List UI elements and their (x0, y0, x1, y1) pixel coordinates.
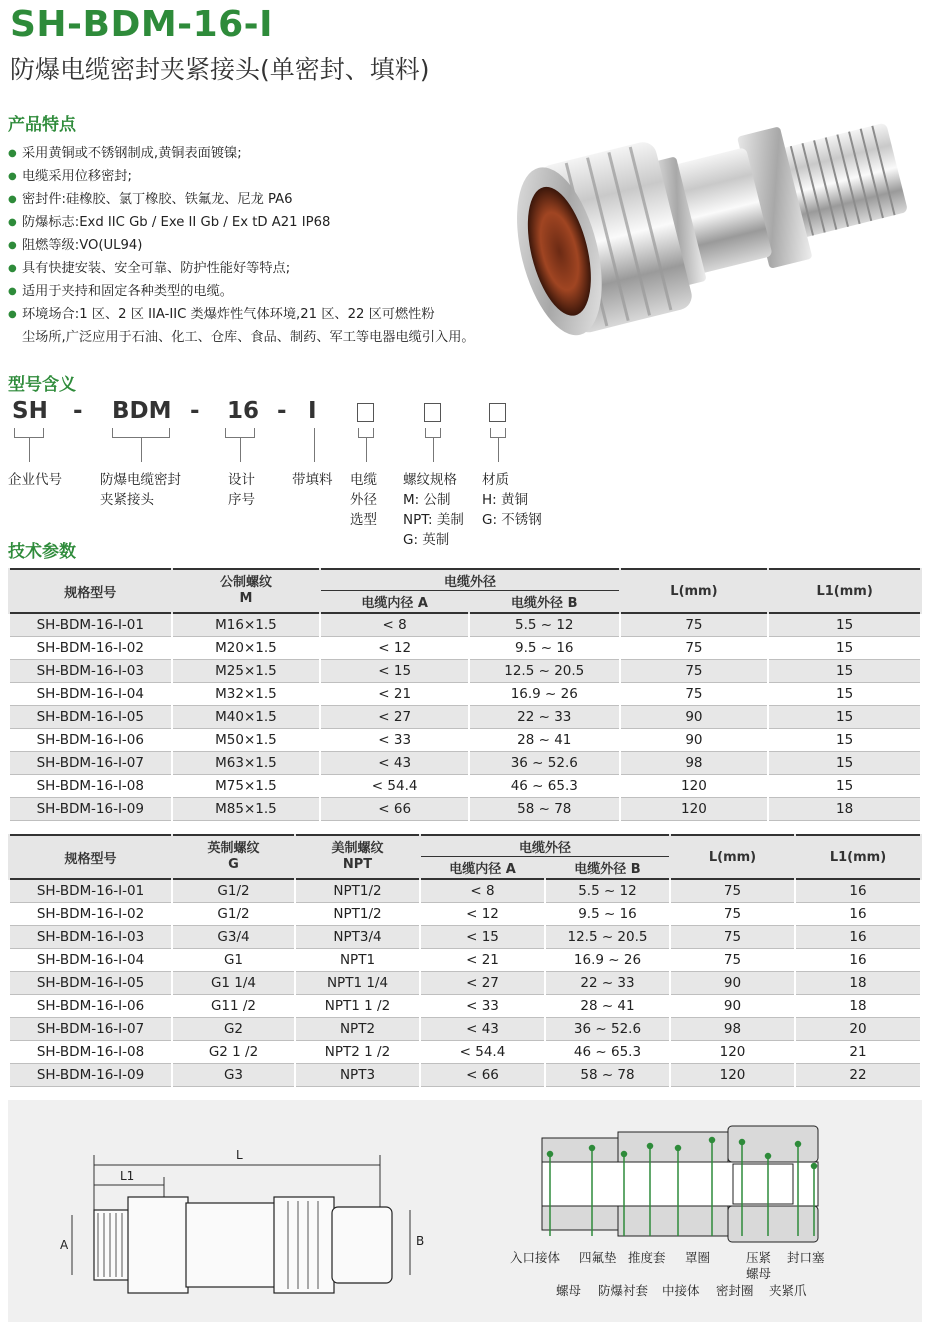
table-cell: < 54.4 (321, 775, 468, 798)
model-separator: - (190, 398, 200, 424)
table-cell: 15 (769, 775, 920, 798)
table-cell: 120 (671, 1041, 794, 1064)
label-line: 序号 (228, 492, 255, 508)
table-cell: 20 (796, 1018, 920, 1041)
table-cell: 36 ~ 52.6 (470, 752, 619, 775)
dim-l-label: L (236, 1148, 243, 1162)
table-cell: 90 (621, 729, 768, 752)
model-label-filler (292, 470, 333, 490)
bracket-stem (29, 438, 30, 462)
table-cell: < 27 (321, 706, 468, 729)
table-cell: 98 (671, 1018, 794, 1041)
table-cell: NPT3/4 (296, 926, 419, 949)
table-cell: 120 (671, 1064, 794, 1087)
table-row (10, 729, 920, 752)
feature-item-continuation: 尘场所,广泛应用于石油、化工、仓库、食品、制药、军工等电器电缆引入用。 (22, 330, 475, 345)
table-cell: < 12 (321, 637, 468, 660)
bracket (112, 428, 170, 438)
label-line: G: 英制 (403, 532, 450, 548)
table-cell: 16 (796, 949, 920, 972)
table-cell: 9.5 ~ 16 (470, 637, 619, 660)
table-cell: 46 ~ 65.3 (470, 775, 619, 798)
model-separator: - (73, 398, 83, 424)
tech-heading: 技术参数 (8, 542, 76, 562)
label-line: 夹紧接头 (100, 492, 154, 508)
table-cell: 90 (671, 972, 794, 995)
table-cell: 15 (769, 660, 920, 683)
cable-gland-product-image (495, 88, 925, 358)
bracket (14, 428, 44, 438)
table-cell: G11 /2 (173, 995, 294, 1018)
table-cell: 15 (769, 752, 920, 775)
feature-item: ● 适用于夹持和固定各种类型的电缆。 (8, 280, 508, 303)
bracket-stem (141, 438, 142, 462)
table-row (10, 798, 920, 821)
table-cell: G1/2 (173, 903, 294, 926)
table-cell: < 33 (321, 729, 468, 752)
table-cell: NPT2 1 /2 (296, 1041, 419, 1064)
table-cell: SH-BDM-16-I-03 (10, 926, 171, 949)
features-list (8, 142, 508, 349)
col-l1: L1(mm) (769, 568, 920, 614)
table-cell: 75 (621, 683, 768, 706)
table-cell: NPT1/2 (296, 880, 419, 903)
part-label: 夹紧爪 (769, 1283, 807, 1298)
table-cell: 21 (796, 1041, 920, 1064)
model-box-cable (357, 403, 374, 422)
part-label: 螺母 (556, 1283, 582, 1298)
table-cell: NPT3 (296, 1064, 419, 1087)
table-cell: M40×1.5 (173, 706, 320, 729)
bracket-stem (366, 438, 367, 462)
table-cell: M25×1.5 (173, 660, 320, 683)
part-label: 四氟垫 (579, 1250, 617, 1265)
col-model: 规格型号 (10, 834, 171, 880)
table-cell: M63×1.5 (173, 752, 320, 775)
table-row (10, 903, 920, 926)
col-inner: 电缆内径 A (321, 591, 468, 614)
label-line: 螺纹规格 (403, 472, 457, 488)
model-part-product: BDM (112, 398, 172, 424)
table-cell: SH-BDM-16-I-09 (10, 798, 171, 821)
col-l1: L1(mm) (796, 834, 920, 880)
table-cell: SH-BDM-16-I-05 (10, 972, 171, 995)
table-cell: < 66 (321, 798, 468, 821)
table-row (10, 775, 920, 798)
table-cell: SH-BDM-16-I-01 (10, 614, 171, 637)
table-row (10, 637, 920, 660)
model-part-company: SH (12, 398, 48, 424)
feature-item: ● 阻燃等级:VO(UL94) (8, 234, 508, 257)
label-line: 企业代号 (8, 472, 62, 488)
table-cell: < 43 (421, 1018, 544, 1041)
table-cell: SH-BDM-16-I-02 (10, 903, 171, 926)
table-cell: < 27 (421, 972, 544, 995)
table-cell: NPT2 (296, 1018, 419, 1041)
table-cell: 58 ~ 78 (470, 798, 619, 821)
label-line: 材质 (482, 472, 509, 488)
dim-b-label: B (416, 1234, 425, 1248)
table-row (10, 683, 920, 706)
table-cell: M32×1.5 (173, 683, 320, 706)
table-cell: 16.9 ~ 26 (546, 949, 669, 972)
table-cell: 98 (621, 752, 768, 775)
table-cell: 58 ~ 78 (546, 1064, 669, 1087)
table-cell: SH-BDM-16-I-08 (10, 1041, 171, 1064)
table-cell: 15 (769, 729, 920, 752)
col-inner: 电缆内径 A (421, 857, 544, 880)
col-g (173, 834, 294, 880)
table-cell: M85×1.5 (173, 798, 320, 821)
table-cell: 36 ~ 52.6 (546, 1018, 669, 1041)
table-row (10, 1018, 920, 1041)
table-row (10, 1064, 920, 1087)
table-cell: 22 ~ 33 (470, 706, 619, 729)
model-label-product (100, 470, 181, 510)
dim-a-label: A (60, 1238, 69, 1252)
table-row (10, 706, 920, 729)
table-cell: 12.5 ~ 20.5 (470, 660, 619, 683)
table-cell: 16 (796, 926, 920, 949)
label-line: 带填料 (292, 472, 333, 488)
col-cable-od: 电缆外径 (321, 568, 618, 591)
bracket-stem (433, 438, 434, 462)
col-g-label: 英制螺纹 (207, 841, 260, 856)
col-npt (296, 834, 419, 880)
table-cell: NPT1 1/4 (296, 972, 419, 995)
model-heading: 型号含义 (8, 375, 76, 395)
bracket (358, 428, 374, 438)
table-cell: 75 (621, 660, 768, 683)
label-line: 电缆 (350, 472, 377, 488)
table-cell: SH-BDM-16-I-07 (10, 1018, 171, 1041)
col-g-sub: G (228, 857, 239, 872)
table-cell: 16 (796, 880, 920, 903)
table-cell: SH-BDM-16-I-07 (10, 752, 171, 775)
part-label: 中接体 (662, 1283, 700, 1298)
table-cell: SH-BDM-16-I-02 (10, 637, 171, 660)
col-cable-od: 电缆外径 (421, 834, 669, 857)
table-cell: 15 (769, 637, 920, 660)
part-label: 螺母 (746, 1266, 772, 1281)
label-line: NPT: 美制 (403, 512, 464, 528)
table-cell: M16×1.5 (173, 614, 320, 637)
table-cell: < 43 (321, 752, 468, 775)
table-cell: < 33 (421, 995, 544, 1018)
part-label: 封口塞 (787, 1250, 825, 1265)
table-cell: 12.5 ~ 20.5 (546, 926, 669, 949)
table-row (10, 972, 920, 995)
table-row (10, 752, 920, 775)
table-cell: 90 (671, 995, 794, 1018)
model-label-thread (403, 470, 464, 550)
model-box-material (489, 403, 506, 422)
bracket (490, 428, 506, 438)
table-cell: 9.5 ~ 16 (546, 903, 669, 926)
table-cell: SH-BDM-16-I-06 (10, 995, 171, 1018)
table-cell: 75 (621, 614, 768, 637)
table-cell: 16.9 ~ 26 (470, 683, 619, 706)
table-cell: NPT1 1 /2 (296, 995, 419, 1018)
table-cell: SH-BDM-16-I-04 (10, 949, 171, 972)
feature-item: ● 环境场合:1 区、2 区 IIA-IIC 类爆炸性气体环境,21 区、22 区可燃性粉 (8, 303, 508, 326)
table-cell: < 8 (421, 880, 544, 903)
feature-item: ● 密封件:硅橡胶、氯丁橡胶、铁氟龙、尼龙 PA6 (8, 188, 508, 211)
label-line: H: 黄铜 (482, 492, 528, 508)
part-label: 压紧 (746, 1250, 772, 1265)
part-label: 防爆衬套 (598, 1283, 649, 1298)
bracket (225, 428, 255, 438)
table-cell: SH-BDM-16-I-09 (10, 1064, 171, 1087)
features-heading: 产品特点 (8, 115, 76, 135)
table-cell: 75 (671, 903, 794, 926)
table-cell: < 12 (421, 903, 544, 926)
bracket-stem (314, 428, 315, 462)
table-cell: < 21 (421, 949, 544, 972)
table-cell: M50×1.5 (173, 729, 320, 752)
technical-drawing-panel (8, 1100, 922, 1322)
table-cell: G2 1 /2 (173, 1041, 294, 1064)
label-line: 选型 (350, 512, 377, 528)
table-cell: 18 (796, 972, 920, 995)
table-cell: < 15 (421, 926, 544, 949)
table-cell: G3/4 (173, 926, 294, 949)
dim-l1-label: L1 (120, 1169, 135, 1183)
table-cell: 22 (796, 1064, 920, 1087)
table-cell: 28 ~ 41 (470, 729, 619, 752)
table-cell: < 54.4 (421, 1041, 544, 1064)
table-cell: 15 (769, 706, 920, 729)
table-metric (8, 568, 922, 821)
model-label-material (482, 470, 542, 530)
feature-item: ● 防爆标志:Exd IIC Gb / Exe II Gb / Ex tD A21 IP68 (8, 211, 508, 234)
table-row (10, 614, 920, 637)
table-cell: < 66 (421, 1064, 544, 1087)
col-thread (173, 568, 320, 614)
bracket (425, 428, 441, 438)
table-cell: M20×1.5 (173, 637, 320, 660)
table-cell: NPT1 (296, 949, 419, 972)
col-outer: 电缆外径 B (546, 857, 669, 880)
table-cell: 18 (769, 798, 920, 821)
model-box-thread (424, 403, 441, 422)
table-cell: NPT1/2 (296, 903, 419, 926)
feature-item: ● 具有快捷安装、安全可靠、防护性能好等特点; (8, 257, 508, 280)
col-outer: 电缆外径 B (470, 591, 619, 614)
table-cell: < 8 (321, 614, 468, 637)
bracket-stem (498, 438, 499, 462)
table-cell: 75 (671, 926, 794, 949)
part-label: 入口接体 (510, 1250, 561, 1265)
table-cell: 75 (671, 949, 794, 972)
table-cell: G2 (173, 1018, 294, 1041)
table-cell: G1 1/4 (173, 972, 294, 995)
table-cell: 75 (671, 880, 794, 903)
table-cell: SH-BDM-16-I-03 (10, 660, 171, 683)
table-cell: < 21 (321, 683, 468, 706)
model-part-filler: I (308, 398, 317, 424)
col-model: 规格型号 (10, 568, 171, 614)
table-cell: 120 (621, 798, 768, 821)
bracket-stem (240, 438, 241, 462)
table-cell: G1/2 (173, 880, 294, 903)
feature-item: ● 电缆采用位移密封; (8, 165, 508, 188)
dimension-drawing (58, 1135, 438, 1295)
part-label: 罩圈 (685, 1250, 711, 1265)
table-cell: 15 (769, 614, 920, 637)
table-cell: SH-BDM-16-I-04 (10, 683, 171, 706)
table-cell: SH-BDM-16-I-01 (10, 880, 171, 903)
table-row (10, 949, 920, 972)
page-title: SH-BDM-16-I (10, 4, 274, 45)
table-cell: 15 (769, 683, 920, 706)
col-l: L(mm) (621, 568, 768, 614)
label-line: 设计 (228, 472, 255, 488)
table-cell: 75 (621, 637, 768, 660)
table-cell: G3 (173, 1064, 294, 1087)
label-line: M: 公制 (403, 492, 451, 508)
table-row (10, 880, 920, 903)
table-row (10, 926, 920, 949)
model-separator: - (277, 398, 287, 424)
table-cell: 90 (621, 706, 768, 729)
table2-body (10, 880, 920, 1087)
table-cell: SH-BDM-16-I-08 (10, 775, 171, 798)
table-cell: SH-BDM-16-I-05 (10, 706, 171, 729)
label-line: G: 不锈钢 (482, 512, 542, 528)
table-row (10, 660, 920, 683)
table-row (10, 1041, 920, 1064)
table-cell: < 15 (321, 660, 468, 683)
col-thread-label: 公制螺纹 (219, 575, 272, 590)
table-imperial (8, 834, 922, 1087)
col-l: L(mm) (671, 834, 794, 880)
table-cell: 120 (621, 775, 768, 798)
table-cell: M75×1.5 (173, 775, 320, 798)
model-label-design (228, 470, 255, 510)
table-cell: 18 (796, 995, 920, 1018)
feature-item: ● 采用黄铜或不锈钢制成,黄铜表面镀镍; (8, 142, 508, 165)
table-cell: 22 ~ 33 (546, 972, 669, 995)
table-cell: 46 ~ 65.3 (546, 1041, 669, 1064)
page-subtitle: 防爆电缆密封夹紧接头(单密封、填料) (10, 55, 430, 84)
table-cell: SH-BDM-16-I-06 (10, 729, 171, 752)
table-cell: 5.5 ~ 12 (546, 880, 669, 903)
table-cell: 16 (796, 903, 920, 926)
model-label-cable (350, 470, 377, 530)
model-label-company (8, 470, 62, 490)
label-line: 外径 (350, 492, 377, 508)
label-line: 防爆电缆密封 (100, 472, 181, 488)
table-cell: 28 ~ 41 (546, 995, 669, 1018)
table1-body (10, 614, 920, 821)
part-label: 推度套 (628, 1250, 666, 1265)
table-cell: 5.5 ~ 12 (470, 614, 619, 637)
col-npt-sub: NPT (342, 857, 373, 872)
model-part-design: 16 (227, 398, 260, 424)
col-npt-label: 美制螺纹 (331, 841, 384, 856)
cutaway-drawing (528, 1118, 828, 1248)
col-thread-sub: M (239, 591, 253, 606)
table-cell: G1 (173, 949, 294, 972)
part-label: 密封圈 (716, 1283, 754, 1298)
table-row (10, 995, 920, 1018)
